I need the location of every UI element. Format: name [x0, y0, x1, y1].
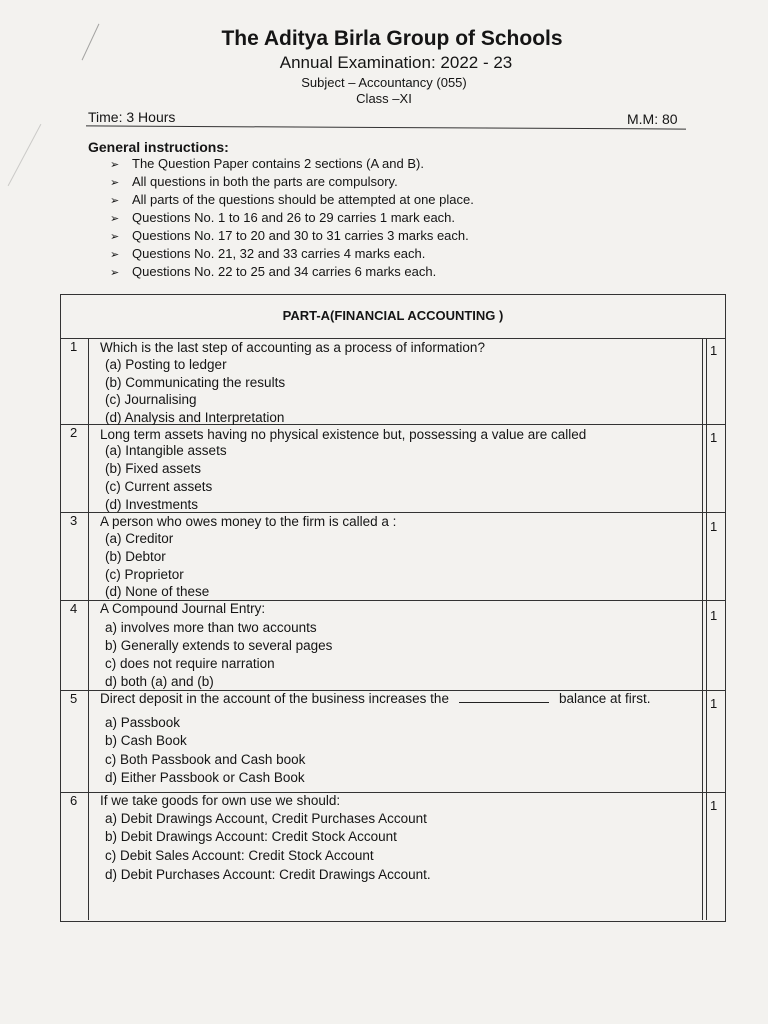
question-text: Long term assets having no physical existence but, possessing a value are called — [100, 427, 587, 442]
question-row — [60, 425, 726, 512]
question-option: (c) Journalising — [105, 392, 197, 407]
question-marks: 1 — [710, 430, 718, 445]
question-marks: 1 — [710, 608, 718, 623]
question-row — [60, 339, 726, 424]
instruction-item: ➢ Questions No. 17 to 20 and 30 to 31 carries 3 marks each. — [110, 227, 670, 245]
arrow-bullet-icon: ➢ — [110, 159, 120, 171]
instructions-list — [110, 155, 670, 281]
school-name: The Aditya Birla Group of Schools — [221, 27, 563, 50]
question-option: b) Generally extends to several pages — [105, 638, 333, 653]
class-line: Class –XI — [356, 91, 412, 106]
question-option: a) Debit Drawings Account, Credit Purchases Account — [105, 811, 427, 826]
question-number: 6 — [70, 793, 78, 808]
instruction-item: ➢ All questions in both the parts are compulsory. — [110, 173, 670, 191]
question-option: c) Debit Sales Account: Credit Stock Account — [105, 848, 374, 863]
question-option: b) Cash Book — [105, 733, 187, 748]
question-text: Direct deposit in the account of the business increases the balance at first. — [100, 691, 651, 706]
question-marks: 1 — [710, 519, 718, 534]
question-option: d) both (a) and (b) — [105, 674, 214, 689]
question-option: (c) Proprietor — [105, 567, 184, 582]
instructions-title: General instructions: — [88, 139, 229, 155]
question-number: 1 — [70, 339, 78, 354]
arrow-bullet-icon: ➢ — [110, 177, 120, 189]
question-option: (d) Analysis and Interpretation — [105, 410, 285, 425]
instruction-item: ➢ Questions No. 1 to 16 and 26 to 29 carries 1 mark each. — [110, 209, 670, 227]
question-option: (a) Intangible assets — [105, 443, 227, 458]
question-option: a) Passbook — [105, 715, 181, 730]
header-rule — [86, 125, 686, 129]
instruction-item: ➢ All parts of the questions should be attempted at one place. — [110, 191, 670, 209]
margin-scribble — [8, 124, 42, 186]
time-allowed: Time: 3 Hours — [88, 109, 176, 125]
question-option: a) involves more than two accounts — [105, 620, 317, 635]
question-row — [60, 513, 726, 600]
arrow-bullet-icon: ➢ — [110, 231, 120, 243]
arrow-bullet-icon: ➢ — [110, 195, 120, 207]
arrow-bullet-icon: ➢ — [110, 249, 120, 261]
max-marks: M.M: 80 — [627, 111, 678, 127]
questions-table — [60, 294, 726, 922]
question-option: (a) Creditor — [105, 531, 174, 546]
question-option: (d) None of these — [105, 584, 210, 599]
question-option: (b) Fixed assets — [105, 461, 202, 476]
question-number: 5 — [70, 691, 78, 706]
question-option: c) Both Passbook and Cash book — [105, 752, 306, 767]
instruction-item: ➢ The Question Paper contains 2 sections (A and B). — [110, 155, 670, 173]
question-option: c) does not require narration — [105, 656, 275, 671]
question-text: A person who owes money to the firm is called a : — [100, 514, 397, 529]
question-marks: 1 — [710, 343, 718, 358]
arrow-bullet-icon: ➢ — [110, 213, 120, 225]
question-row — [60, 793, 726, 920]
question-option: (a) Posting to ledger — [105, 357, 227, 372]
question-option: b) Debit Drawings Account: Credit Stock Account — [105, 829, 397, 844]
exam-title: Annual Examination: 2022 - 23 — [279, 53, 513, 72]
question-option: d) Either Passbook or Cash Book — [105, 770, 305, 785]
question-text: Which is the last step of accounting as a process of information? — [100, 340, 485, 355]
question-text: A Compound Journal Entry: — [100, 601, 266, 616]
question-marks: 1 — [710, 696, 718, 711]
part-a-title: PART-A(FINANCIAL ACCOUNTING ) — [282, 308, 504, 323]
question-option: (c) Current assets — [105, 479, 213, 494]
question-option: (d) Investments — [105, 497, 199, 512]
question-text: If we take goods for own use we should: — [100, 793, 341, 808]
instruction-item: ➢ Questions No. 21, 32 and 33 carries 4 marks each. — [110, 245, 670, 263]
arrow-bullet-icon: ➢ — [110, 267, 120, 279]
question-row — [60, 601, 726, 690]
question-number: 4 — [70, 601, 78, 616]
question-option: (b) Communicating the results — [105, 375, 286, 390]
fill-in-blank — [459, 702, 549, 703]
question-option: d) Debit Purchases Account: Credit Drawings Account. — [105, 867, 431, 882]
question-number: 3 — [70, 513, 78, 528]
question-option: (b) Debtor — [105, 549, 166, 564]
question-marks: 1 — [710, 798, 718, 813]
subject-line: Subject – Accountancy (055) — [301, 75, 467, 90]
question-row — [60, 691, 726, 792]
instruction-item: ➢ Questions No. 22 to 25 and 34 carries 6 marks each. — [110, 263, 670, 281]
question-number: 2 — [70, 425, 78, 440]
